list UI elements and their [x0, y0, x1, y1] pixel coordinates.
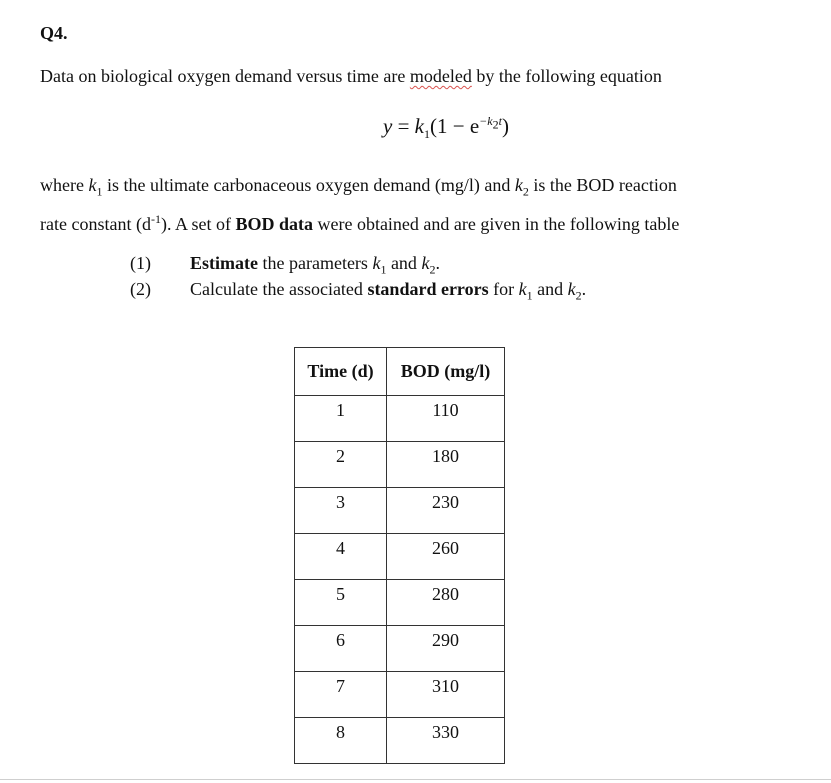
definition-line-2 — [40, 206, 679, 238]
definition-line-1 — [40, 172, 679, 206]
task-k-sub: 2 — [575, 288, 582, 303]
task-k: k — [518, 279, 527, 299]
def-text: rate constant (d — [40, 213, 151, 234]
bod-cell: 280 — [387, 580, 505, 626]
task-bold: Estimate — [190, 253, 258, 273]
definition-paragraph — [40, 172, 679, 238]
table-row — [295, 580, 505, 626]
def-bold: BOD data — [235, 213, 313, 234]
task-text-part: . — [581, 279, 587, 299]
task-k: k — [421, 253, 430, 273]
def-text: is the BOD reaction — [528, 175, 677, 195]
bod-cell: 290 — [387, 626, 505, 672]
intro-after: by the following equation — [471, 66, 662, 86]
equation — [383, 114, 509, 142]
eq-exp-sub: 2 — [492, 117, 499, 132]
intro-sentence — [40, 66, 662, 87]
task-k-sub: 1 — [526, 288, 533, 303]
time-cell: 7 — [295, 672, 387, 718]
task-text-part: the parameters — [257, 253, 373, 273]
header-time: Time (d) — [295, 348, 387, 396]
spellcheck-flagged-word[interactable]: modeled — [409, 66, 472, 86]
task-k: k — [372, 253, 381, 273]
table-row — [295, 718, 505, 764]
question-label: Q4. — [40, 23, 68, 43]
time-cell: 4 — [295, 534, 387, 580]
bod-cell: 230 — [387, 488, 505, 534]
time-cell: 2 — [295, 442, 387, 488]
eq-exp-prefix: −k — [479, 114, 493, 128]
def-k2: k — [514, 175, 523, 195]
task-k: k — [567, 279, 576, 299]
task-text-part: and — [386, 253, 422, 273]
task-k-sub: 1 — [380, 262, 387, 277]
def-k2-sub: 2 — [522, 184, 529, 199]
time-cell: 3 — [295, 488, 387, 534]
task-bold: standard errors — [367, 279, 489, 299]
time-cell: 8 — [295, 718, 387, 764]
bod-cell: 260 — [387, 534, 505, 580]
bod-data-table — [294, 347, 505, 764]
eq-k: k — [414, 114, 424, 138]
task-text — [190, 253, 440, 278]
table-row — [295, 672, 505, 718]
time-cell: 5 — [295, 580, 387, 626]
eq-lhs: y — [383, 114, 393, 138]
time-cell: 6 — [295, 626, 387, 672]
eq-k-sub: 1 — [424, 127, 430, 142]
table-row — [295, 442, 505, 488]
task-text — [190, 279, 586, 304]
bod-cell: 180 — [387, 442, 505, 488]
task-text-part: for — [488, 279, 519, 299]
header-bod: BOD (mg/l) — [387, 348, 505, 396]
task-text-part: Calculate the associated — [190, 279, 368, 299]
eq-close: ) — [501, 114, 509, 138]
page-bottom-divider — [0, 779, 831, 780]
table-row — [295, 626, 505, 672]
def-text: were obtained and are given in the following table — [312, 213, 680, 234]
def-text: where — [40, 175, 89, 195]
table-header-row — [295, 348, 505, 396]
bod-cell: 110 — [387, 396, 505, 442]
def-k1: k — [88, 175, 97, 195]
task-k-sub: 2 — [429, 262, 436, 277]
eq-exponent — [479, 114, 502, 132]
task-marker: (1) — [130, 253, 151, 273]
table-row — [295, 488, 505, 534]
def-text: ). A set of — [160, 213, 236, 234]
task-marker: (2) — [130, 279, 151, 299]
table-row — [295, 534, 505, 580]
time-cell: 1 — [295, 396, 387, 442]
eq-open: (1 − e — [430, 114, 480, 138]
intro-before: Data on biological oxygen demand versus time are — [40, 66, 410, 86]
bod-cell: 330 — [387, 718, 505, 764]
bod-cell: 310 — [387, 672, 505, 718]
task-text-part: and — [532, 279, 568, 299]
def-k1-sub: 1 — [96, 184, 103, 199]
eq-equals: = — [392, 114, 415, 138]
task-text-part: . — [435, 253, 440, 273]
table-row — [295, 396, 505, 442]
def-text: is the ultimate carbonaceous oxygen demand (mg/l) and — [102, 175, 515, 195]
def-sup: -1 — [150, 211, 161, 226]
eq-exp-suffix: t — [498, 114, 502, 128]
